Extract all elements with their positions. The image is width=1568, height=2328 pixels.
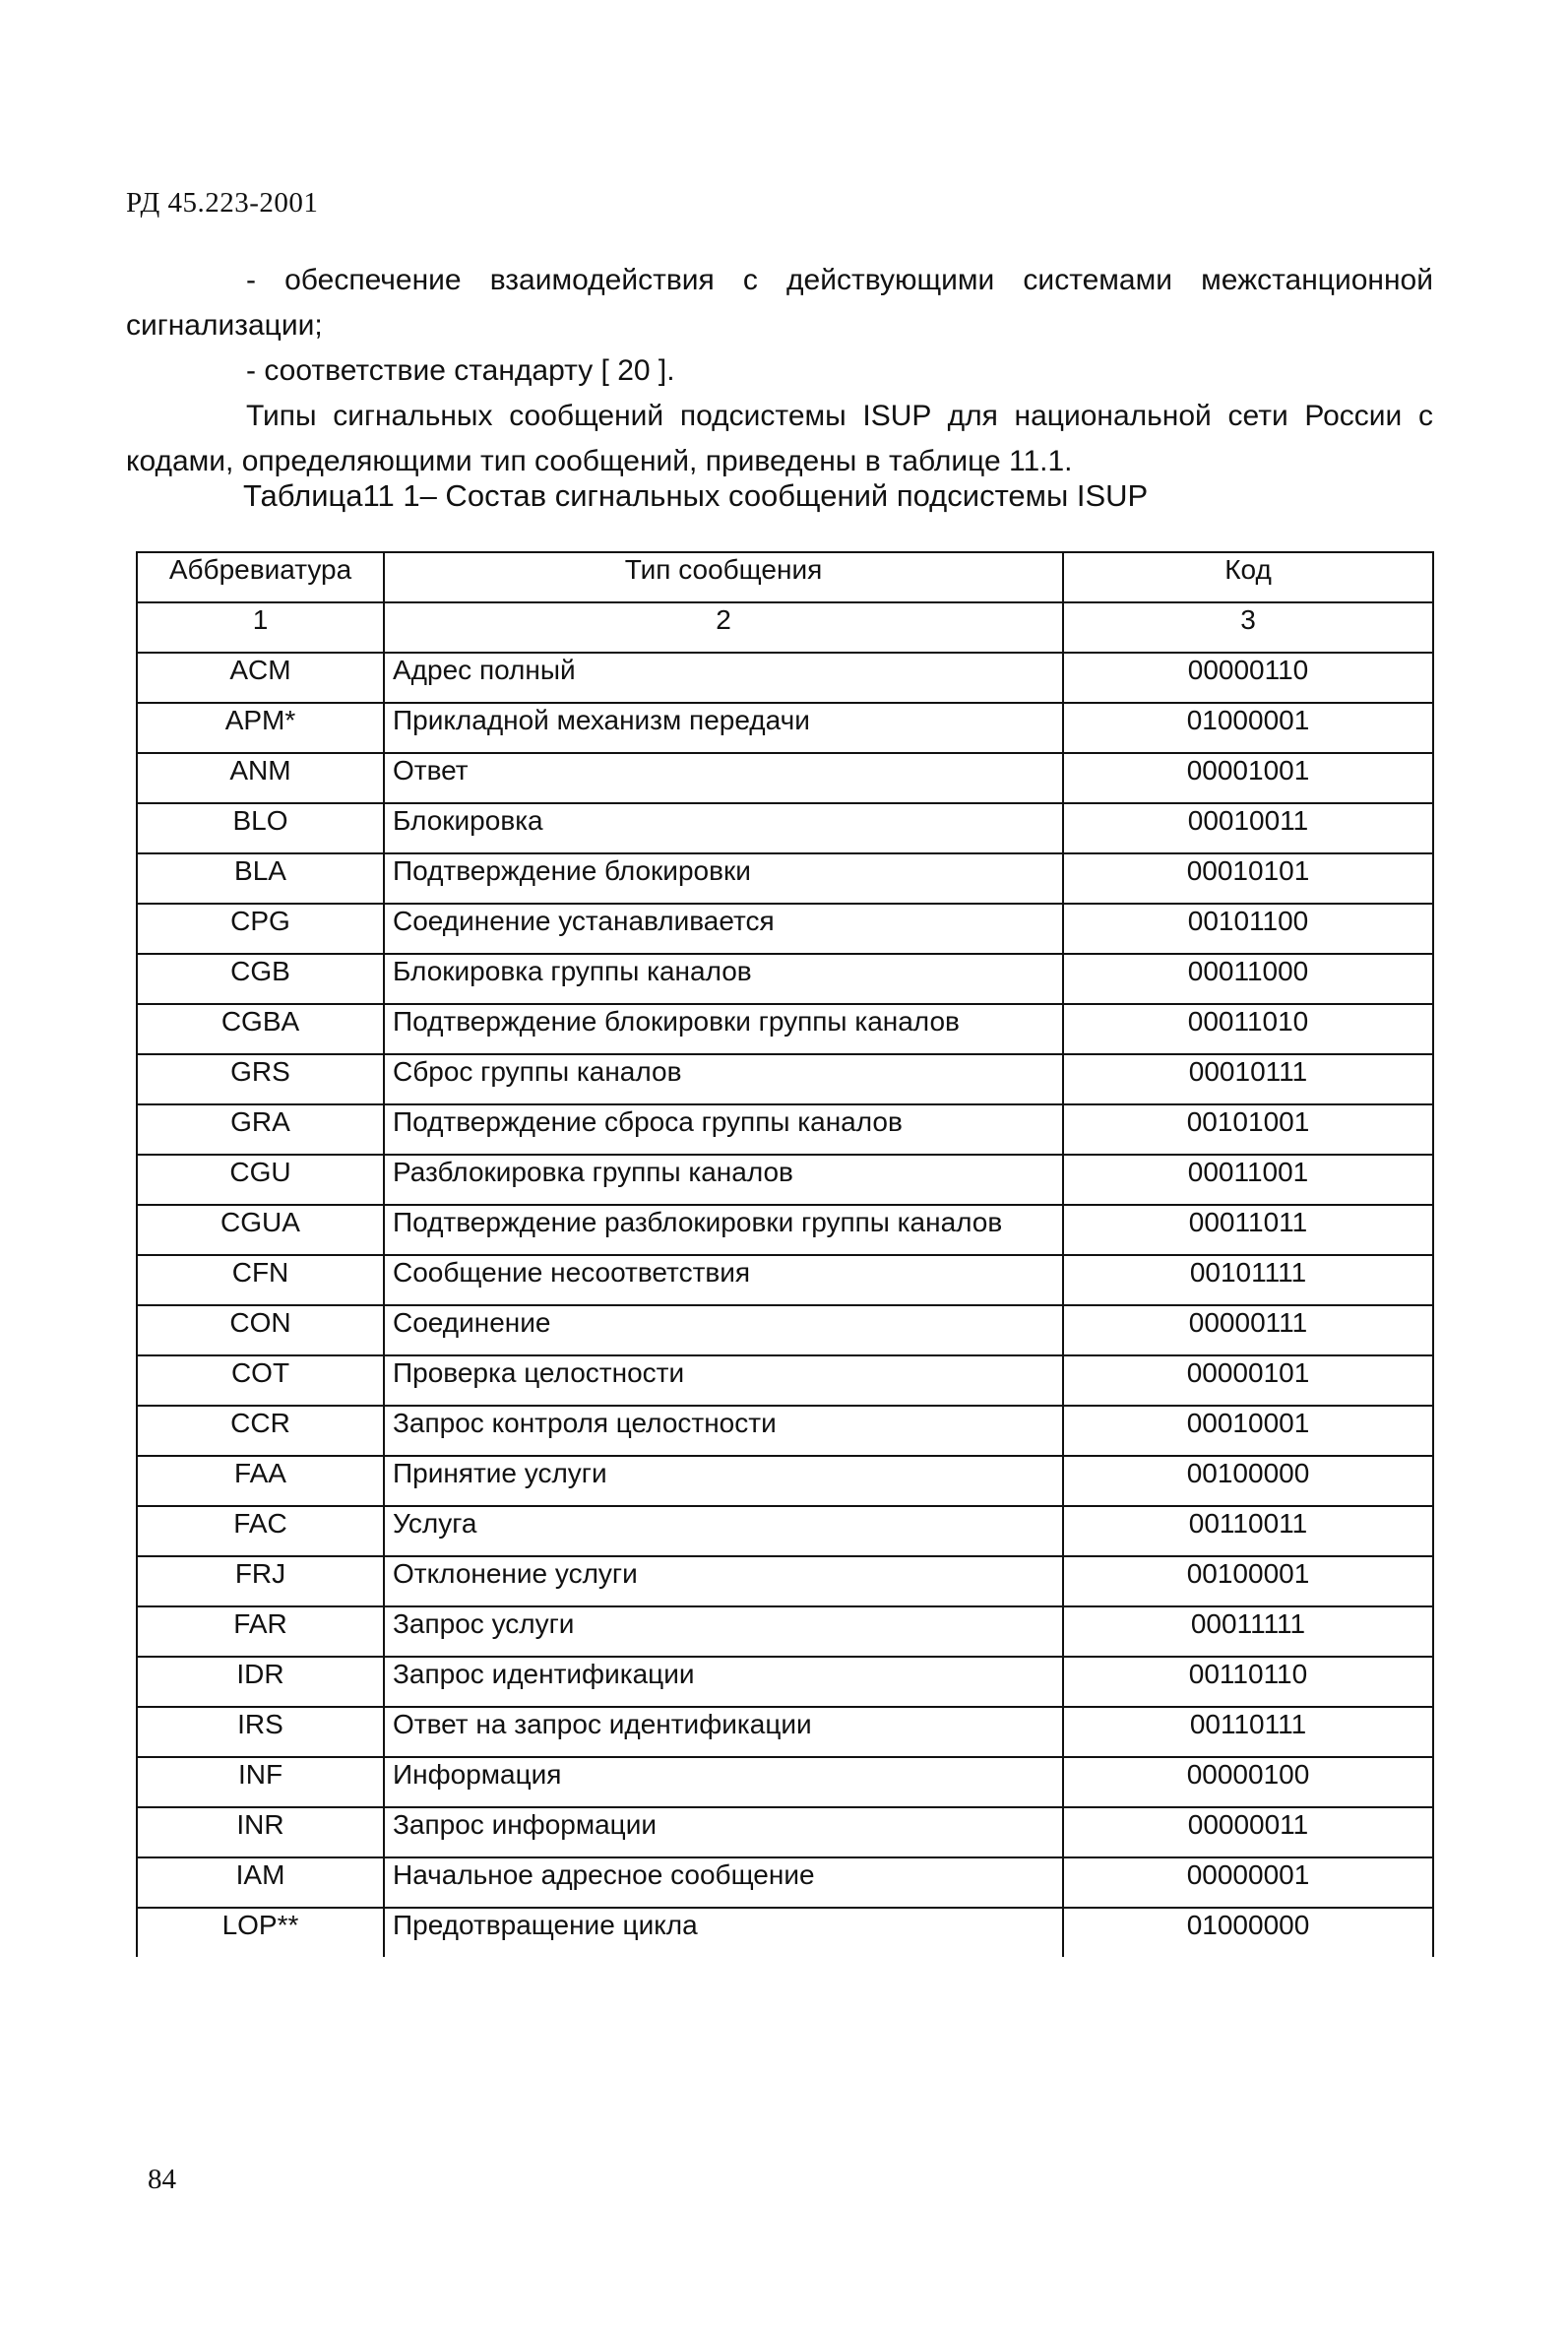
abbreviation-cell: FRJ bbox=[137, 1556, 384, 1606]
abbreviation-cell: ACM bbox=[137, 653, 384, 703]
table-row bbox=[137, 853, 1433, 904]
code-cell: 00000001 bbox=[1063, 1857, 1433, 1908]
abbreviation-cell: IRS bbox=[137, 1707, 384, 1757]
column-number: 1 bbox=[137, 602, 384, 653]
abbreviation-cell: CON bbox=[137, 1305, 384, 1355]
code-cell: 00011001 bbox=[1063, 1155, 1433, 1205]
intro-paragraph: Типы сигнальных сообщений подсистемы ISUP для национальной сети России с кодами, определяющими тип сообщений, приведены в таблице 11.1. bbox=[126, 400, 1433, 477]
message-type-cell: Блокировка группы каналов bbox=[384, 954, 1063, 1004]
intro-text bbox=[126, 258, 1433, 484]
abbreviation-cell: ANM bbox=[137, 753, 384, 803]
table-row bbox=[137, 1707, 1433, 1757]
message-type-cell: Запрос контроля целостности bbox=[384, 1406, 1063, 1456]
abbreviation-cell: CPG bbox=[137, 904, 384, 954]
message-type-cell: Блокировка bbox=[384, 803, 1063, 853]
message-type-cell: Прикладной механизм передачи bbox=[384, 703, 1063, 753]
code-cell: 01000001 bbox=[1063, 703, 1433, 753]
isup-messages-table-wrap bbox=[136, 551, 1432, 1957]
code-cell: 00010111 bbox=[1063, 1054, 1433, 1104]
table-row bbox=[137, 1456, 1433, 1506]
abbreviation-cell: INF bbox=[137, 1757, 384, 1807]
code-cell: 00101100 bbox=[1063, 904, 1433, 954]
code-cell: 00010101 bbox=[1063, 853, 1433, 904]
table-row bbox=[137, 1406, 1433, 1456]
code-cell: 00011011 bbox=[1063, 1205, 1433, 1255]
table-row bbox=[137, 1908, 1433, 1957]
abbreviation-cell: GRS bbox=[137, 1054, 384, 1104]
code-cell: 00000100 bbox=[1063, 1757, 1433, 1807]
code-cell: 00010011 bbox=[1063, 803, 1433, 853]
table-row bbox=[137, 753, 1433, 803]
message-type-cell: Информация bbox=[384, 1757, 1063, 1807]
code-cell: 00110011 bbox=[1063, 1506, 1433, 1556]
table-row bbox=[137, 1255, 1433, 1305]
message-type-cell: Услуга bbox=[384, 1506, 1063, 1556]
message-type-cell: Разблокировка группы каналов bbox=[384, 1155, 1063, 1205]
code-cell: 00101111 bbox=[1063, 1255, 1433, 1305]
message-type-cell: Подтверждение блокировки группы каналов bbox=[384, 1004, 1063, 1054]
code-cell: 00011010 bbox=[1063, 1004, 1433, 1054]
header-code: Код bbox=[1063, 552, 1433, 602]
message-type-cell: Ответ bbox=[384, 753, 1063, 803]
table-caption: Таблица11 1– Состав сигнальных сообщений подсистемы ISUP bbox=[243, 478, 1149, 513]
table-row bbox=[137, 653, 1433, 703]
message-type-cell: Ответ на запрос идентификации bbox=[384, 1707, 1063, 1757]
code-cell: 00100001 bbox=[1063, 1556, 1433, 1606]
abbreviation-cell: CGUA bbox=[137, 1205, 384, 1255]
message-type-cell: Сообщение несоответствия bbox=[384, 1255, 1063, 1305]
message-type-cell: Подтверждение сброса группы каналов bbox=[384, 1104, 1063, 1155]
message-type-cell: Сброс группы каналов bbox=[384, 1054, 1063, 1104]
message-type-cell: Запрос информации bbox=[384, 1807, 1063, 1857]
table-row bbox=[137, 803, 1433, 853]
code-cell: 00101001 bbox=[1063, 1104, 1433, 1155]
abbreviation-cell: INR bbox=[137, 1807, 384, 1857]
header-message-type: Тип сообщения bbox=[384, 552, 1063, 602]
table-row bbox=[137, 1155, 1433, 1205]
code-cell: 00011000 bbox=[1063, 954, 1433, 1004]
table-row bbox=[137, 1857, 1433, 1908]
abbreviation-cell: BLA bbox=[137, 853, 384, 904]
abbreviation-cell: FAC bbox=[137, 1506, 384, 1556]
message-type-cell: Начальное адресное сообщение bbox=[384, 1857, 1063, 1908]
table-row bbox=[137, 1004, 1433, 1054]
abbreviation-cell: FAA bbox=[137, 1456, 384, 1506]
code-cell: 00010001 bbox=[1063, 1406, 1433, 1456]
list-item-standard: - соответствие стандарту [ 20 ]. bbox=[246, 354, 675, 387]
abbreviation-cell: CGU bbox=[137, 1155, 384, 1205]
message-type-cell: Подтверждение блокировки bbox=[384, 853, 1063, 904]
isup-messages-table bbox=[136, 551, 1434, 1957]
table-body bbox=[137, 653, 1433, 1957]
table-row bbox=[137, 1506, 1433, 1556]
table-column-number-row bbox=[137, 602, 1433, 653]
code-cell: 00000101 bbox=[1063, 1355, 1433, 1406]
abbreviation-cell: LOP** bbox=[137, 1908, 384, 1957]
abbreviation-cell: CGBA bbox=[137, 1004, 384, 1054]
message-type-cell: Запрос идентификации bbox=[384, 1657, 1063, 1707]
abbreviation-cell: CCR bbox=[137, 1406, 384, 1456]
code-cell: 00000011 bbox=[1063, 1807, 1433, 1857]
code-cell: 00000110 bbox=[1063, 653, 1433, 703]
list-item-compatibility: - обеспечение взаимодействия с действующими системами межстанционной сигнализации; bbox=[126, 264, 1433, 342]
code-cell: 01000000 bbox=[1063, 1908, 1433, 1957]
message-type-cell: Соединение устанавливается bbox=[384, 904, 1063, 954]
column-number: 2 bbox=[384, 602, 1063, 653]
message-type-cell: Предотвращение цикла bbox=[384, 1908, 1063, 1957]
message-type-cell: Подтверждение разблокировки группы каналов bbox=[384, 1205, 1063, 1255]
table-row bbox=[137, 1757, 1433, 1807]
code-cell: 00100000 bbox=[1063, 1456, 1433, 1506]
column-number: 3 bbox=[1063, 602, 1433, 653]
code-cell: 00001001 bbox=[1063, 753, 1433, 803]
table-row bbox=[137, 1657, 1433, 1707]
message-type-cell: Принятие услуги bbox=[384, 1456, 1063, 1506]
message-type-cell: Соединение bbox=[384, 1305, 1063, 1355]
code-cell: 00000111 bbox=[1063, 1305, 1433, 1355]
abbreviation-cell: IDR bbox=[137, 1657, 384, 1707]
table-row bbox=[137, 904, 1433, 954]
abbreviation-cell: FAR bbox=[137, 1606, 384, 1657]
message-type-cell: Запрос услуги bbox=[384, 1606, 1063, 1657]
table-row bbox=[137, 703, 1433, 753]
code-cell: 00110110 bbox=[1063, 1657, 1433, 1707]
table-row bbox=[137, 954, 1433, 1004]
message-type-cell: Отклонение услуги bbox=[384, 1556, 1063, 1606]
table-row bbox=[137, 1104, 1433, 1155]
document-code: РД 45.223-2001 bbox=[126, 187, 319, 219]
abbreviation-cell: COT bbox=[137, 1355, 384, 1406]
table-row bbox=[137, 1807, 1433, 1857]
abbreviation-cell: CGB bbox=[137, 954, 384, 1004]
abbreviation-cell: GRA bbox=[137, 1104, 384, 1155]
header-abbreviation: Аббревиатура bbox=[137, 552, 384, 602]
table-row bbox=[137, 1305, 1433, 1355]
code-cell: 00011111 bbox=[1063, 1606, 1433, 1657]
code-cell: 00110111 bbox=[1063, 1707, 1433, 1757]
table-row bbox=[137, 1556, 1433, 1606]
abbreviation-cell: BLO bbox=[137, 803, 384, 853]
abbreviation-cell: IAM bbox=[137, 1857, 384, 1908]
abbreviation-cell: APM* bbox=[137, 703, 384, 753]
page-number: 84 bbox=[148, 2164, 176, 2195]
table-header-row bbox=[137, 552, 1433, 602]
table-row bbox=[137, 1054, 1433, 1104]
table-row bbox=[137, 1355, 1433, 1406]
table-row bbox=[137, 1205, 1433, 1255]
abbreviation-cell: CFN bbox=[137, 1255, 384, 1305]
message-type-cell: Проверка целостности bbox=[384, 1355, 1063, 1406]
table-row bbox=[137, 1606, 1433, 1657]
message-type-cell: Адрес полный bbox=[384, 653, 1063, 703]
